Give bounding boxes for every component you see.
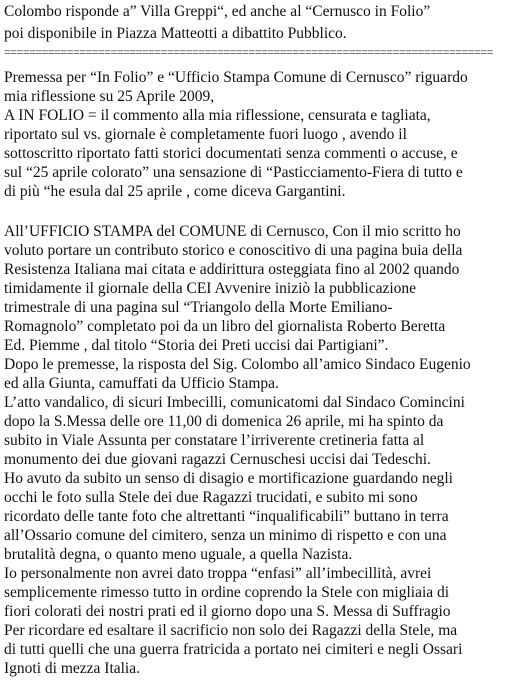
header-line-1: Colombo risponde a” Villa Greppi“, ed anche al “Cernusco in Folio” xyxy=(4,3,431,20)
body-line: Resistenza Italiana mai citata e addirittura osteggiata fino al 2002 quando xyxy=(4,261,460,278)
body-line: voluto portare un contributo storico e conoscitivo di una pagina buia della xyxy=(4,242,463,259)
body-line: all’Ossario comune del cimitero, senza un minimo di rispetto e con una xyxy=(4,527,447,544)
body-line: monumento dei due giovani ragazzi Cernuschesi uccisi dai Tedeschi. xyxy=(4,451,431,468)
body-line: Dopo le premesse, la risposta del Sig. Colombo all’amico Sindaco Eugenio xyxy=(4,356,471,373)
body-line: riportato sul vs. giornale è completamente fuori luogo , avendo il xyxy=(4,126,407,143)
separator-rule: ============================================================================== xyxy=(4,47,493,57)
body-line: Per ricordare ed esaltare il sacrificio non solo dei Ragazzi della Stele, ma xyxy=(4,622,458,639)
body-line: di tutti quelli che una guerra fratricida a portato nei cimiteri e negli Ossari xyxy=(4,641,463,658)
body-line: brutalità degna, o quanto meno uguale, a quella Nazista. xyxy=(4,546,353,563)
body-line: trimestrale di una pagina sul “Triangolo della Morte Emiliano- xyxy=(4,299,393,316)
body-line: subito in Viale Assunta per constatare l’irriverente cretineria fatta al xyxy=(4,432,425,449)
body-line: occhi le foto sulla Stele dei due Ragazzi trucidati, e subito mi sono xyxy=(4,489,418,506)
body-line: Romagnolo” completato poi da un libro del giornalista Roberto Beretta xyxy=(4,318,446,335)
body-line: sul “25 aprile colorato” una sensazione di “Pasticciamento-Fiera di tutto e xyxy=(4,164,463,181)
body-line: mia riflessione su 25 Aprile 2009, xyxy=(4,88,215,105)
body-line: sottoscritto riportato fatti storici documentati senza commenti o accuse, e xyxy=(4,145,458,162)
body-line: Ignoti di mezza Italia. xyxy=(4,660,140,677)
body-line: timidamente il giornale della CEI Avvenire iniziò la pubblicazione xyxy=(4,280,417,297)
header-line-2: poi disponibile in Piazza Matteotti a dibattito Pubblico. xyxy=(4,25,347,42)
body-line: Ho avuto da subito un senso di disagio e mortificazione guardando negli xyxy=(4,470,453,487)
body-line: L’atto vandalico, di sicuri Imbecilli, comunicatomi dal Sindaco Comincini xyxy=(4,394,465,411)
body-line: semplicemente rimesso tutto in ordine coprendo la Stele con migliaia di xyxy=(4,584,450,601)
body-line: Premessa per “In Folio” e “Ufficio Stampa Comune di Cernusco” riguardo xyxy=(4,69,468,86)
body-line: Io personalmente non avrei dato troppa “enfasi” all’imbecillità, avrei xyxy=(4,565,432,582)
body-line: fiori colorati dei nostri prati ed il giorno dopo una S. Messa di Suffragio xyxy=(4,603,451,620)
body-line: dopo la S.Messa delle ore 11,00 di domenica 26 aprile, mi ha spinto da xyxy=(4,413,444,430)
body-line: di più “he esula dal 25 aprile , come diceva Gargantini. xyxy=(4,183,346,200)
body-line: ricordato delle tante foto che altrettanti “inqualificabili” buttano in terra xyxy=(4,508,449,525)
body-line: ed alla Giunta, camuffati da Ufficio Stampa. xyxy=(4,375,279,392)
body-line: A IN FOLIO = il commento alla mia riflessione, censurata e tagliata, xyxy=(4,107,431,124)
body-line: All’UFFICIO STAMPA del COMUNE di Cernusco, Con il mio scritto ho xyxy=(4,223,461,240)
body-line: Ed. Piemme , dal titolo “Storia dei Preti uccisi dai Partigiani”. xyxy=(4,337,389,354)
